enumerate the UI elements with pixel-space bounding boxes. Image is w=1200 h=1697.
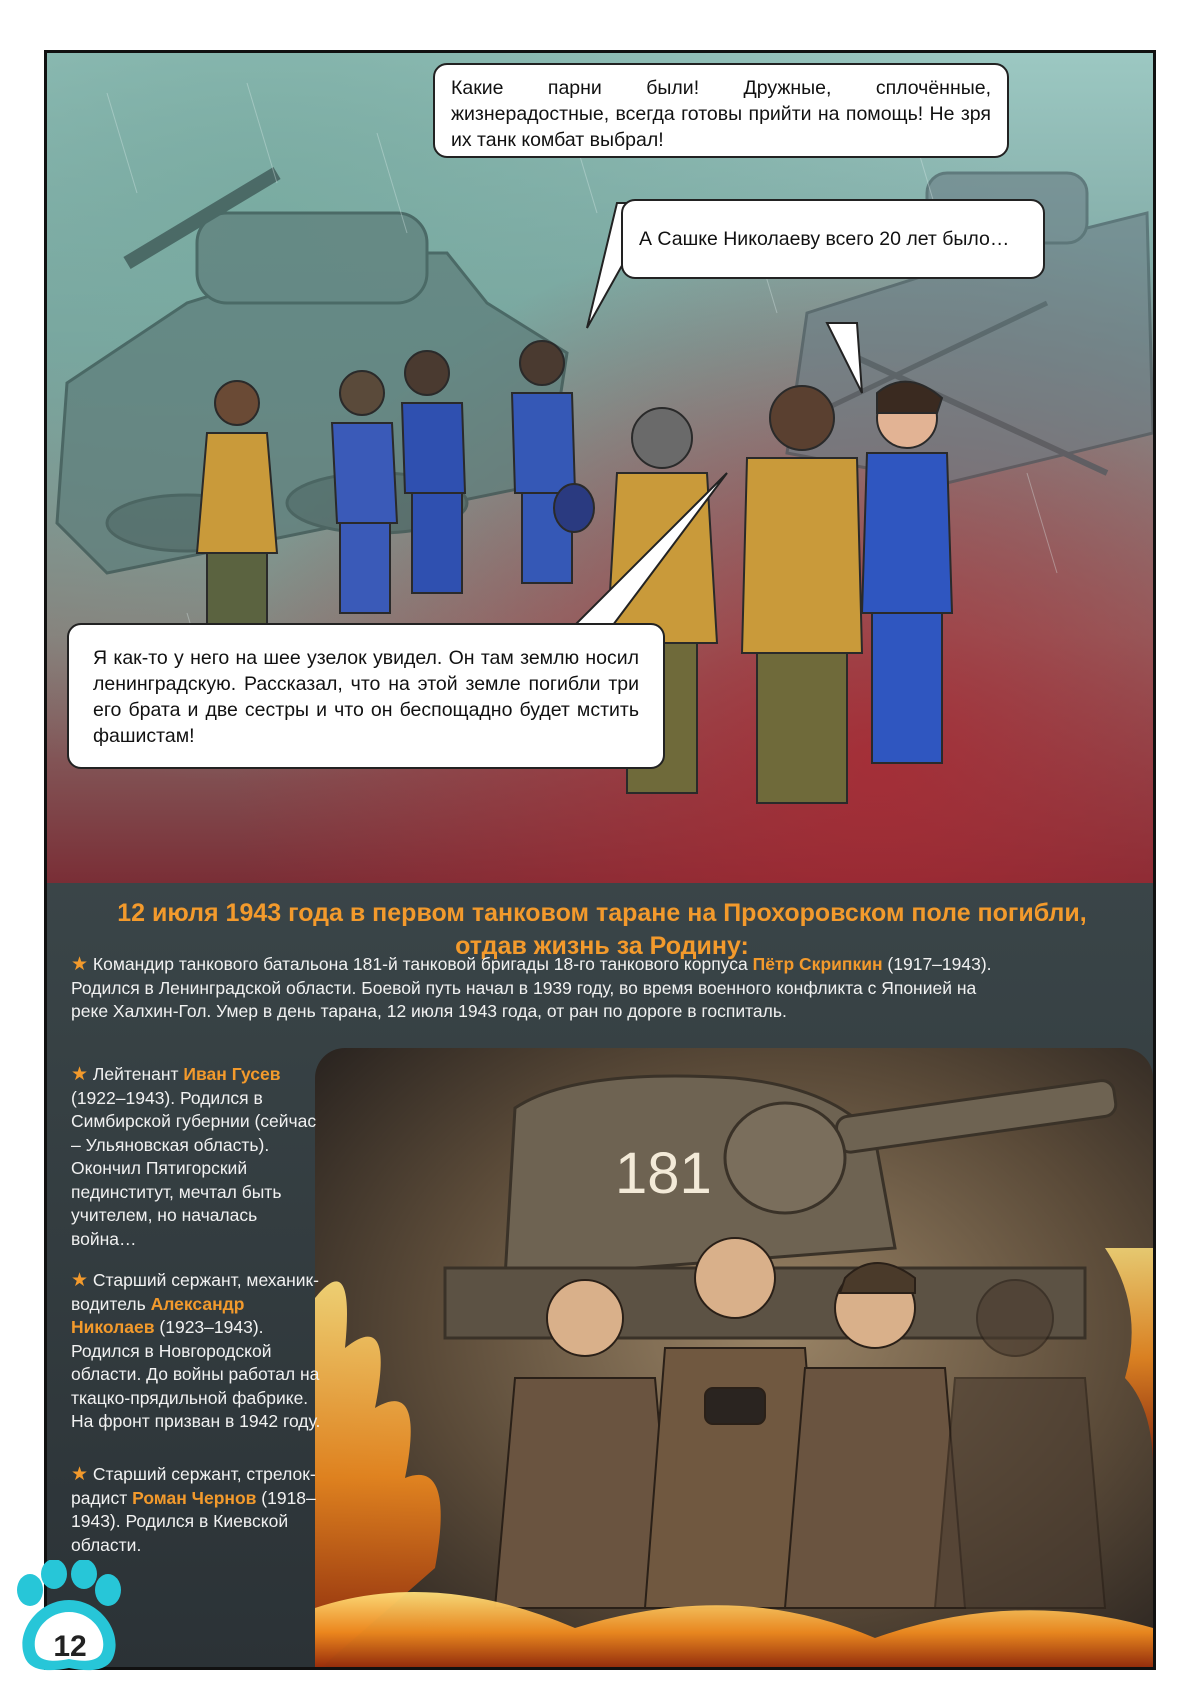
bio-chernov-text: (1918–1943). Родился в Киевской области. <box>71 1487 316 1555</box>
page-frame <box>44 50 1156 1670</box>
crew-tank-illustration <box>315 1048 1153 1670</box>
bio-chernov-name: Роман Чернов <box>132 1487 257 1508</box>
page-number: 12 <box>53 1630 87 1663</box>
bio-skripkin-prefix: Командир танкового батальона 181-й танковой бригады 18-го танкового корпуса <box>92 954 748 974</box>
info-section <box>47 883 1153 1670</box>
speech-bubble-middle <box>621 199 1045 279</box>
star-icon: ★ <box>71 1064 89 1085</box>
bio-skripkin-name: Пётр Скрипкин <box>752 954 883 974</box>
comic-panel <box>47 53 1153 883</box>
star-icon: ★ <box>71 1270 89 1291</box>
bio-gusev <box>71 1063 321 1251</box>
star-icon: ★ <box>71 954 89 975</box>
tank-number: 181 <box>615 1141 712 1206</box>
bio-nikolaev-prefix: Старший сержант, механик-водитель <box>71 1270 320 1314</box>
speech-bubble-top-text: Какие парни были! Дружные, сплочённые, жизнерадостные, всегда готовы прийти на помощь! Не зря их танк комбат выбрал! <box>451 77 991 151</box>
bio-gusev-text: (1922–1943). Родился в Симбирской губернии (сейчас – Ульяновская область). Окончил Пятигорский пединститут, мечтал быть учителем, но началась война… <box>71 1087 317 1249</box>
info-headline: 12 июля 1943 года в первом танковом таране на Прохоровском поле погибли, отдав жизнь за Родину: <box>117 899 1087 960</box>
bio-gusev-name: Иван Гусев <box>183 1064 281 1084</box>
bio-gusev-prefix: Лейтенант <box>92 1064 179 1084</box>
bio-nikolaev <box>71 1269 331 1434</box>
bio-chernov <box>71 1463 323 1557</box>
speech-bubble-top <box>433 63 1009 158</box>
star-icon: ★ <box>71 1464 89 1485</box>
bio-nikolaev-name: Александр Николаев <box>71 1293 245 1337</box>
bio-skripkin-text: (1917–1943). Родился в Ленинградской области. Боевой путь начал в 1939 году, во время военного конфликта с Японией на реке Халхин-Гол. Умер в день тарана, 12 июля 1943 года, от ран по дороге в госпиталь. <box>71 954 992 1021</box>
bio-nikolaev-text: (1923–1943). Родился в Новгородской области. До войны работал на ткацко-прядильной фабрике. На фронт призван в 1942 году. <box>71 1317 321 1431</box>
speech-bubble-bottom-text: Я как-то у него на шее узелок увидел. Он там землю носил ленинградскую. Рассказал, что на этой земле погибли три его брата и две сестры и что он беспощадно будет мстить фашистам! <box>93 647 639 747</box>
bio-skripkin <box>71 953 1011 1024</box>
speech-bubble-middle-text: А Сашке Николаеву всего 20 лет было… <box>639 228 1010 250</box>
bio-chernov-prefix: Старший сержант, стрелок-радист <box>71 1464 316 1508</box>
speech-bubble-bottom <box>67 623 665 769</box>
